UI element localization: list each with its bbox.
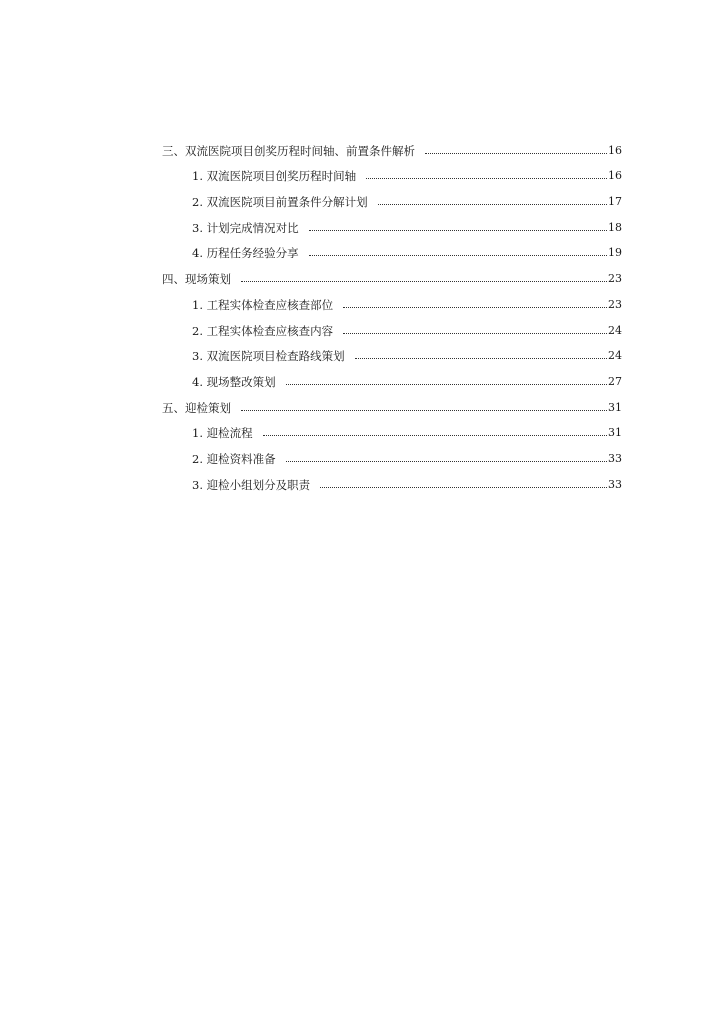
toc-page-number: 16 xyxy=(608,143,622,157)
toc-entry[interactable] xyxy=(162,160,622,186)
dot-leader xyxy=(343,333,607,334)
toc-page-number: 23 xyxy=(608,297,622,311)
dot-leader xyxy=(286,461,607,462)
toc-entry-label: 4. 历程任务经验分享 xyxy=(192,246,299,261)
dot-leader xyxy=(263,435,607,436)
toc-page-number: 27 xyxy=(608,374,622,388)
toc-entry-label: 1. 迎检流程 xyxy=(192,426,253,441)
toc-entry-label: 3. 双流医院项目检查路线策划 xyxy=(192,349,345,364)
toc-entry-label: 1. 双流医院项目创奖历程时间轴 xyxy=(192,169,357,184)
toc-page-number: 19 xyxy=(608,246,622,260)
toc-page-number: 18 xyxy=(608,220,622,234)
toc-entry[interactable] xyxy=(162,468,622,494)
dot-leader xyxy=(309,230,607,231)
toc-entry-label: 四、现场策划 xyxy=(162,272,231,287)
toc-page-number: 31 xyxy=(608,400,622,414)
toc-page-number: 16 xyxy=(608,169,622,183)
toc-entry[interactable] xyxy=(162,134,622,160)
toc-page-number: 24 xyxy=(608,349,622,363)
toc-entry-label: 2. 迎检资料准备 xyxy=(192,451,276,466)
toc-entry-label: 三、双流医院项目创奖历程时间轴、前置条件解析 xyxy=(162,143,415,158)
toc-page-number: 17 xyxy=(608,195,622,209)
toc-entry-label: 五、迎检策划 xyxy=(162,400,231,415)
toc-page-number: 24 xyxy=(608,323,622,337)
dot-leader xyxy=(355,358,607,359)
toc-entry[interactable] xyxy=(162,391,622,417)
toc-entry-label: 3. 迎检小组划分及职责 xyxy=(192,477,311,492)
toc-page-number: 33 xyxy=(608,451,622,465)
dot-leader xyxy=(366,178,607,179)
toc-entry[interactable] xyxy=(162,262,622,288)
toc-entry[interactable] xyxy=(162,211,622,237)
dot-leader xyxy=(241,281,607,282)
toc-entry-label: 3. 计划完成情况对比 xyxy=(192,220,299,235)
toc-entry-label: 4. 现场整改策划 xyxy=(192,374,276,389)
toc-entry[interactable] xyxy=(162,237,622,263)
dot-leader xyxy=(378,204,607,205)
toc-page-number: 23 xyxy=(608,272,622,286)
dot-leader xyxy=(320,487,607,488)
toc-entry[interactable] xyxy=(162,314,622,340)
toc-entry-label: 2. 工程实体检查应核查内容 xyxy=(192,323,334,338)
toc-entry[interactable] xyxy=(162,442,622,468)
dot-leader xyxy=(309,255,607,256)
toc-entry-label: 1. 工程实体检查应核查部位 xyxy=(192,297,334,312)
toc-page-number: 33 xyxy=(608,477,622,491)
toc-entry[interactable] xyxy=(162,417,622,443)
toc-entry[interactable] xyxy=(162,365,622,391)
table-of-contents xyxy=(162,134,622,494)
dot-leader xyxy=(286,384,607,385)
dot-leader xyxy=(425,153,607,154)
toc-entry[interactable] xyxy=(162,288,622,314)
toc-entry-label: 2. 双流医院项目前置条件分解计划 xyxy=(192,195,368,210)
dot-leader xyxy=(241,410,607,411)
toc-entry[interactable] xyxy=(162,185,622,211)
toc-page-number: 31 xyxy=(608,426,622,440)
dot-leader xyxy=(343,307,607,308)
toc-entry[interactable] xyxy=(162,340,622,366)
